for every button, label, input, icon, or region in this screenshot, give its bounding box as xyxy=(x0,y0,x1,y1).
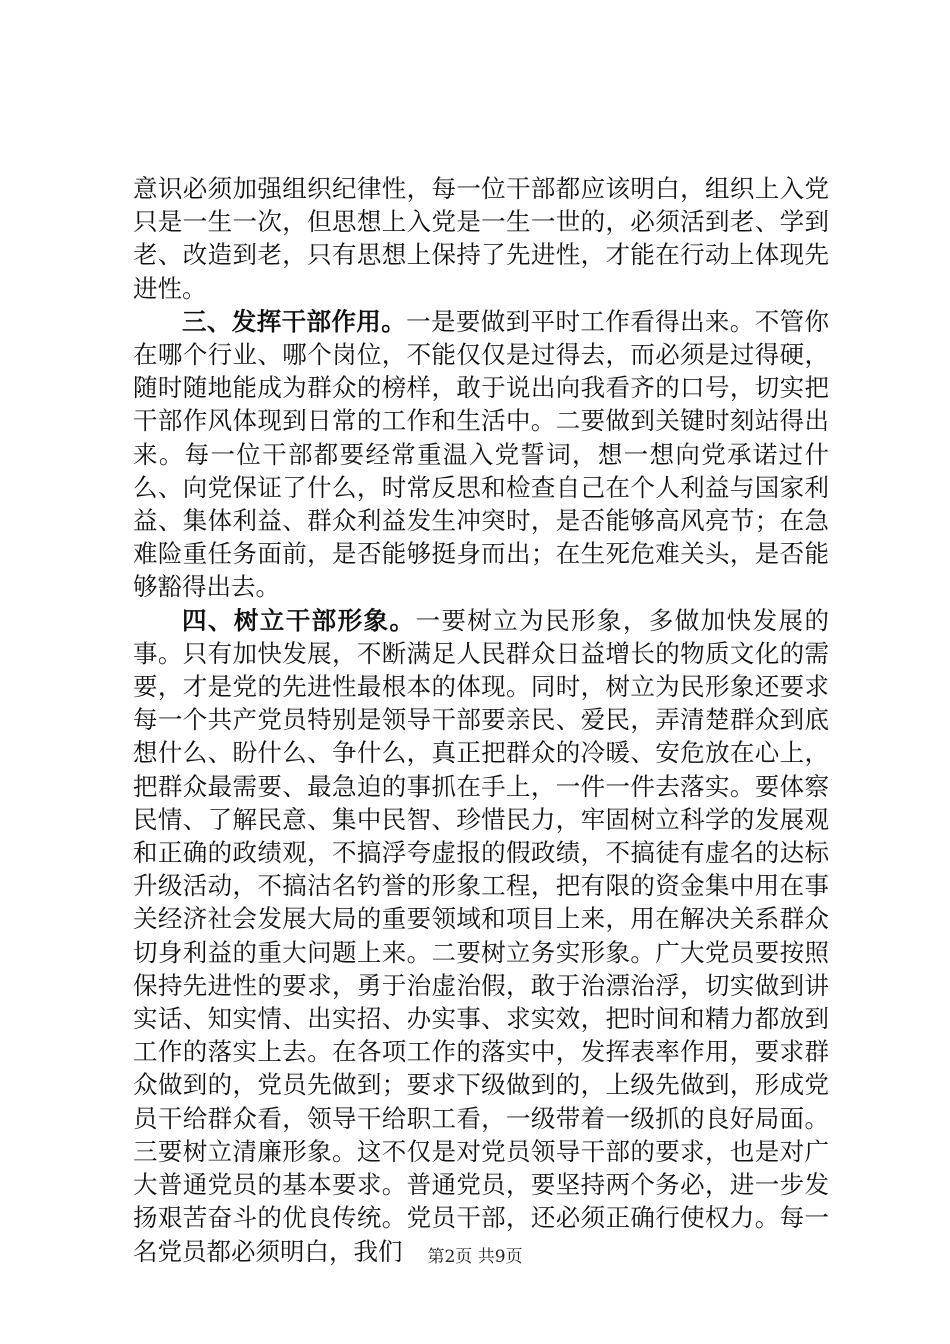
document-body xyxy=(133,172,829,1268)
paragraph-text: 一要树立为民形象，多做加快发展的事。只有加快发展，不断满足人民群众日益增长的物质文化的需要，才是党的先进性最根本的体现。同时，树立为民形象还要求每一个共产党员特别是领导干部要亲民、爱民，弄清楚群众到底想什么、盼什么、争什么，真正把群众的冷暖、安危放在心上，把群众最需要、最急迫的事抓在手上，一件一件去落实。要体察民情、了解民意、集中民智、珍惜民力，牢固树立科学的发展观和正确的政绩观，不搞浮夸虚报的假政绩，不搞徒有虚名的达标升级活动，不搞沽名钓誉的形象工程，把有限的资金集中用在事关经济社会发展大局的重要领域和项目上来，用在解决关系群众切身利益的重大问题上来。二要树立务实形象。广大党员要按照保持先进性的要求，勇于治虚治假，敢于治漂治浮，切实做到讲实话、知实情、出实招、办实事、求实效，把时间和精力都放到工作的落实上去。在各项工作的落实中，发挥表率作用，要求群众做到的，党员先做到；要求下级做到的，上级先做到，形成党员干给群众看，领导干给职工看，一级带着一级抓的良好局面。三要树立清廉形象。这不仅是对党员领导干部的要求，也是对广大普通党员的基本要求。普通党员，要坚持两个务必，进一步发扬艰苦奋斗的优良传统。党员干部，还必须正确行使权力。每一名党员都必须明白，我们 xyxy=(133,605,829,1266)
paragraph-section-four xyxy=(133,604,829,1268)
section-heading: 四、树立干部形象。 xyxy=(182,605,416,635)
paragraph-continuation xyxy=(133,172,829,305)
section-heading: 三、发挥干部作用。 xyxy=(182,306,407,336)
page-footer xyxy=(0,1242,950,1267)
paragraph-text: 意识必须加强组织纪律性，每一位干部都应该明白，组织上入党只是一生一次，但思想上入党是一生一世的，必须活到老、学到老、改造到老，只有思想上保持了先进性，才能在行动上体现先进性。 xyxy=(133,174,829,303)
page-number: 第2页 共9页 xyxy=(427,1247,523,1267)
paragraph-section-three xyxy=(133,305,829,604)
paragraph-text: 一是要做到平时工作看得出来。不管你在哪个行业、哪个岗位，不能仅仅是过得去，而必须是过得硬，随时随地能成为群众的榜样，敢于说出向我看齐的口号，切实把干部作风体现到日常的工作和生活中。二要做到关键时刻站得出来。每一位干部都要经常重温入党誓词，想一想向党承诺过什么、向党保证了什么，时常反思和检查自己在个人利益与国家利益、集体利益、群众利益发生冲突时，是否能够高风亮节；在急难险重任务面前，是否能够挺身而出；在生死危难关头，是否能够豁得出去。 xyxy=(133,306,830,602)
